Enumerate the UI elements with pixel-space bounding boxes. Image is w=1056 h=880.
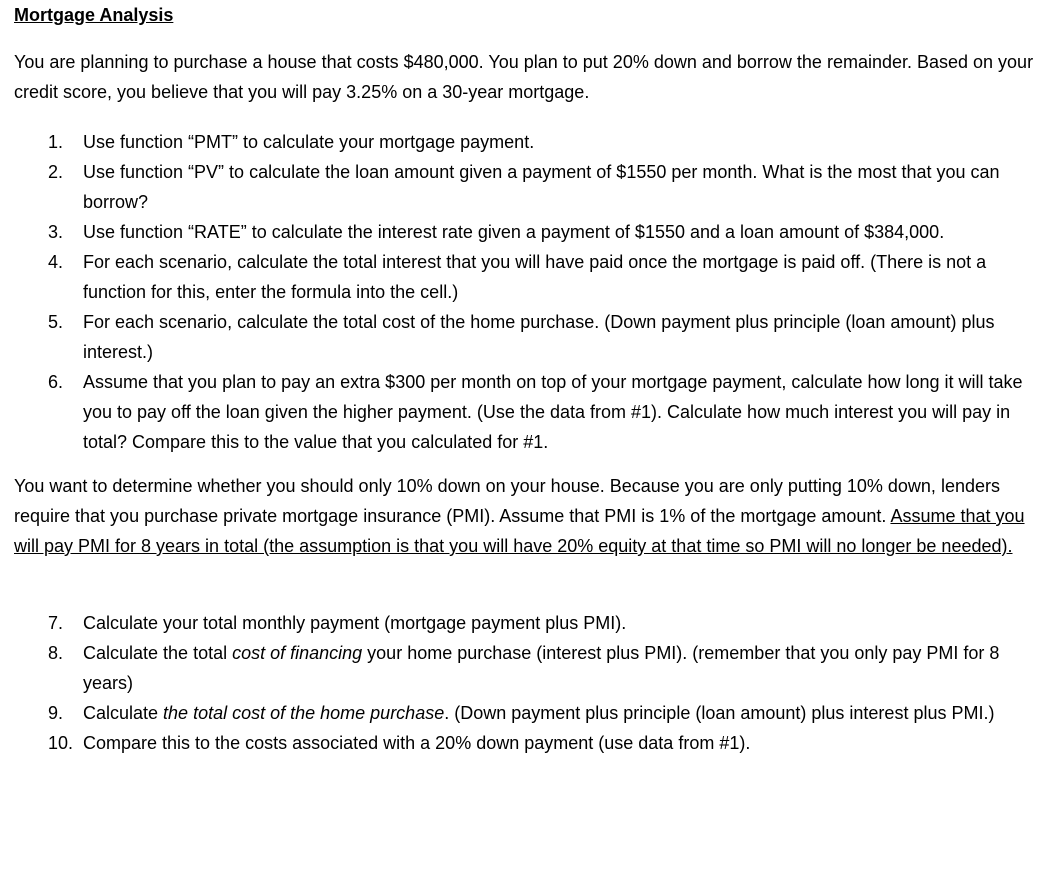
list-item (14, 728, 1050, 758)
pmi-intro-text: You want to determine whether you should only 10% down on your house. Because you are only putting 10% down, lenders require that you purchase private mortgage insurance (PMI). Assume that PMI is 1% of the mortgage amount. (14, 476, 1000, 526)
list-item (14, 608, 1050, 638)
list-item-number: 5. (48, 312, 64, 332)
list-item-number: 4. (48, 252, 64, 272)
list-item (14, 247, 1050, 307)
list-item (14, 217, 1050, 247)
list-item (14, 157, 1050, 217)
list-item-number: 7. (48, 613, 64, 633)
list-item-text-post: . (Down payment plus principle (loan amount) plus interest plus PMI.) (444, 703, 995, 723)
list-item-text: Use function “RATE” to calculate the interest rate given a payment of $1550 and a loan amount of $384,000. (83, 222, 945, 242)
list-item-text: Assume that you plan to pay an extra $300 per month on top of your mortgage payment, calculate how long it will take you to pay off the loan given the higher payment. (Use the data from #1). Calculate how much interest you will pay in total? Compare this to the value that you calculated for #1. (83, 372, 1023, 452)
list-item (14, 698, 1050, 728)
list-item (14, 638, 1050, 698)
list-item-text-post: your home purchase (interest plus PMI). (remember that you only pay PMI for 8 years) (83, 643, 1000, 693)
list-item-number: 10. (48, 733, 74, 753)
pmi-paragraph (14, 471, 1050, 561)
list-item-text: Use function “PMT” to calculate your mortgage payment. (83, 132, 535, 152)
list-item-text: Compare this to the costs associated with a 20% down payment (use data from #1). (83, 733, 751, 753)
pmi-assumption-text: Assume that you will pay PMI for 8 years in total (the assumption is that you will have 20% equity at that time so PMI will no longer be needed). (14, 506, 1025, 556)
list-item-text: For each scenario, calculate the total cost of the home purchase. (Down payment plus principle (loan amount) plus interest.) (83, 312, 995, 362)
list-item (14, 307, 1050, 367)
list-item-emphasis: cost of financing (232, 643, 363, 663)
list-item-text: Calculate your total monthly payment (mortgage payment plus PMI). (83, 613, 627, 633)
list-item-text: Use function “PV” to calculate the loan amount given a payment of $1550 per month. What is the most that you can borrow? (83, 162, 1000, 212)
question-list-part2 (14, 608, 1050, 758)
list-item-number: 6. (48, 372, 64, 392)
list-item-text: For each scenario, calculate the total interest that you will have paid once the mortgage is paid off. (There is not a function for this, enter the formula into the cell.) (83, 252, 987, 302)
list-item-number: 3. (48, 222, 64, 242)
list-item-number: 9. (48, 703, 64, 723)
page-title: Mortgage Analysis (14, 5, 174, 25)
list-item-emphasis: the total cost of the home purchase (163, 703, 445, 723)
list-item (14, 367, 1050, 457)
list-item (14, 127, 1050, 157)
list-item-text-pre: Calculate the total (83, 643, 233, 663)
list-item-number: 8. (48, 643, 64, 663)
list-item-number: 1. (48, 132, 64, 152)
list-item-number: 2. (48, 162, 64, 182)
question-list-part1 (14, 127, 1050, 457)
intro-paragraph: You are planning to purchase a house that costs $480,000. You plan to put 20% down and borrow the remainder. Based on your credit score, you believe that you will pay 3.25% on a 30-year mortgage. (14, 52, 1034, 102)
list-item-text-pre: Calculate (83, 703, 164, 723)
